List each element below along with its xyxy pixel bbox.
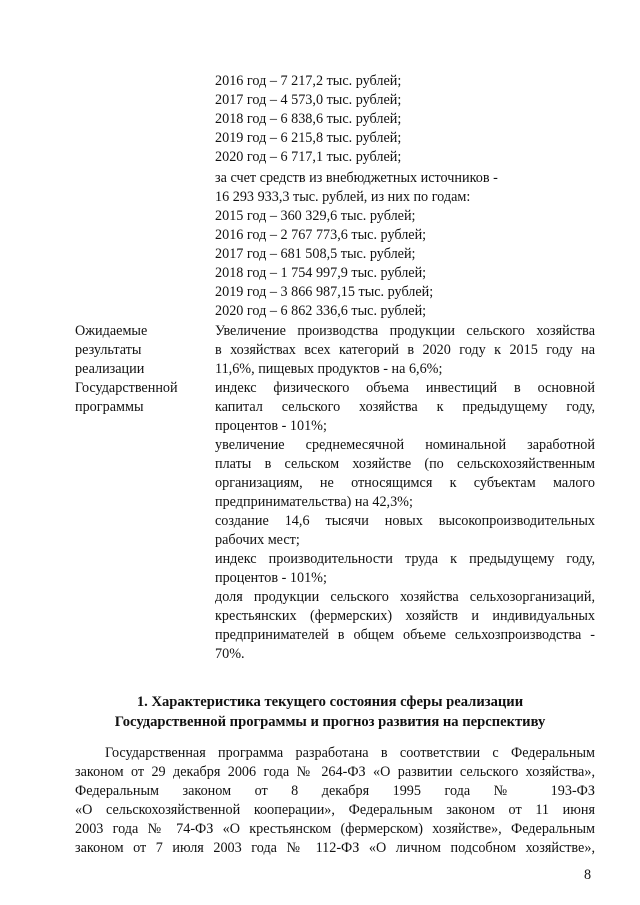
paragraph-line: законом от 29 декабря 2006 года № 264-ФЗ «О развитии сельского хозяйства», [75,764,595,780]
result-line: процентов - 101%; [215,570,327,586]
label-line: результаты [75,342,142,358]
label-line: Ожидаемые [75,323,148,339]
result-line: предпринимателей в общем объеме сельхозпроизводства - [215,627,595,643]
extrabudgetary-line: 2016 год – 2 767 773,6 тыс. рублей; [215,227,427,243]
result-line: платы в сельском хозяйстве (по сельскохозяйственным [215,456,595,472]
paragraph-line: «О сельскохозяйственной кооперации», Федеральным законом от 11 июня [75,802,595,818]
label-line: реализации [75,361,145,377]
section-heading-line-1: 1. Характеристика текущего состояния сферы реализации [136,694,524,710]
paragraph-line: Федеральным законом от 8 декабря 1995 года № 193-ФЗ [75,783,595,799]
paragraph-line: Государственная программа разработана в соответствии с Федеральным [105,745,595,761]
label-line: Государственной [75,380,178,396]
result-line: процентов - 101%; [215,418,327,434]
extrabudgetary-line: 2020 год – 6 862 336,6 тыс. рублей; [215,303,427,319]
section-heading-line-2: Государственной программы и прогноз развития на перспективу [114,714,546,730]
extrabudgetary-line: 2018 год – 1 754 997,9 тыс. рублей; [215,265,427,281]
result-line: 70%. [215,646,245,662]
funding-line: 2020 год – 6 717,1 тыс. рублей; [215,149,402,165]
paragraph-line: законом от 7 июля 2003 года № 112-ФЗ «О личном подсобном хозяйстве», [75,840,595,856]
funding-line: 2017 год – 4 573,0 тыс. рублей; [215,92,402,108]
funding-line: 2018 год – 6 838,6 тыс. рублей; [215,111,402,127]
extrabudgetary-line: 2017 год – 681 508,5 тыс. рублей; [215,246,416,262]
result-line: рабочих мест; [215,532,300,548]
result-line: индекс производительности труда к предыдущему году, [215,551,595,567]
page-number: 8 [584,867,592,883]
result-line: увеличение среднемесячной номинальной заработной [215,437,595,453]
result-line: создание 14,6 тысячи новых высокопроизводительных [215,513,595,529]
result-line: капитал сельского хозяйства к предыдущему году, [215,399,595,415]
result-line: организациям, не относящимся к субъектам малого [215,475,595,491]
extrabudgetary-line: 2019 год – 3 866 987,15 тыс. рублей; [215,284,434,300]
extrabudgetary-line: за счет средств из внебюджетных источников - [215,170,498,186]
result-line: 11,6%, пищевых продуктов - на 6,6%; [215,361,443,377]
extrabudgetary-line: 2015 год – 360 329,6 тыс. рублей; [215,208,416,224]
label-line: программы [75,399,144,415]
result-line: предпринимательства) на 42,3%; [215,494,413,510]
result-line: крестьянских (фермерских) хозяйств и индивидуальных [215,608,595,624]
funding-line: 2016 год – 7 217,2 тыс. рублей; [215,73,402,89]
funding-line: 2019 год – 6 215,8 тыс. рублей; [215,130,402,146]
extrabudgetary-line: 16 293 933,3 тыс. рублей, из них по годам: [215,189,471,205]
paragraph-line: 2003 года № 74-ФЗ «О крестьянском (фермерском) хозяйстве», Федеральным [75,821,595,837]
result-line: в хозяйствах всех категорий в 2020 году к 2015 году на [215,342,595,358]
result-line: индекс физического объема инвестиций в основной [215,380,595,396]
result-line: Увеличение производства продукции сельского хозяйства [215,323,595,339]
result-line: доля продукции сельского хозяйства сельхозорганизаций, [215,589,595,605]
